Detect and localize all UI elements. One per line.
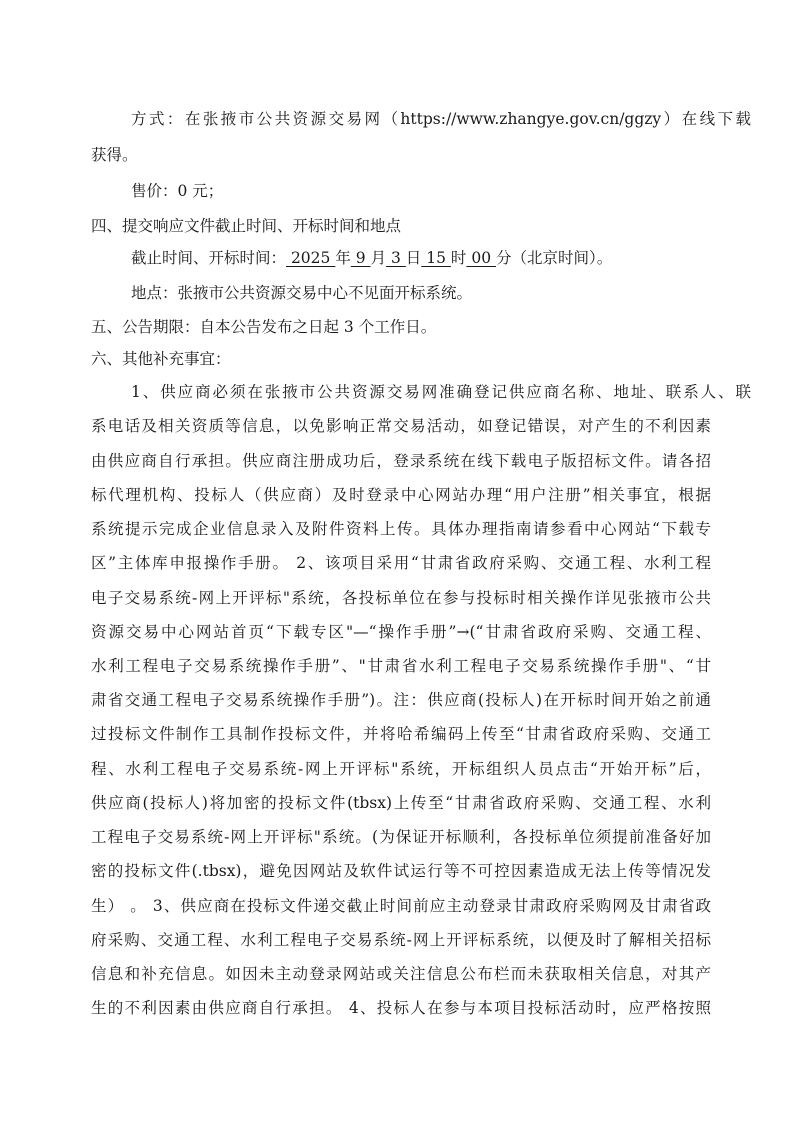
body-line: 工程电子交易系统-网上开评标"系统。(为保证开标顺利，各投标单位须提前准备好加: [91, 828, 711, 846]
deadline-line: [131, 248, 751, 268]
section6-heading: 六、其他补充事宜：: [91, 350, 231, 368]
body-line: 生的不利因素由供应商自行承担。 4、投标人在参与本项目投标活动时，应严格按照: [91, 999, 711, 1017]
method-line-1: 方式：在张掖市公共资源交易网（https://www.zhangye.gov.cn/ggzy）在线下载: [131, 110, 751, 128]
body-line: 资源交易中心网站首页“下载专区"—“操作手册”→(“甘肃省政府采购、交通工程、: [91, 623, 711, 641]
body-line: 供应商(投标人)将加密的投标文件(tbsx)上传至“甘肃省政府采购、交通工程、水利: [91, 794, 711, 812]
deadline-month-unit: 月: [370, 249, 387, 267]
body-line: 系电话及相关资质等信息，以免影响正常交易活动，如登记错误，对产生的不利因素: [91, 417, 711, 435]
deadline-hour-unit: 时: [450, 249, 467, 267]
body-line: 标代理机构、投标人（供应商）及时登录中心网站办理“用户注册”相关事宜，根据: [91, 486, 711, 504]
body-line: 区”主体库申报操作手册。 2、该项目采用“甘肃省政府采购、交通工程、水利工程: [91, 554, 711, 572]
deadline-prefix: 截止时间、开标时间：: [131, 249, 287, 267]
body-line: 信息和补充信息。如因未主动登录网站或关注信息公布栏而未获取相关信息，对其产: [91, 965, 711, 983]
method-line-2: 获得。: [91, 146, 138, 164]
body-line: 程、水利工程电子交易系统-网上开评标"系统，开标组织人员点击“开始开标”后，: [91, 760, 711, 778]
deadline-hour: 15: [421, 249, 451, 267]
body-line: 密的投标文件(.tbsx)，避免因网站及软件试运行等不可控因素造成无法上传等情况发: [91, 862, 711, 880]
section5-text: 五、公告期限：自本公告发布之日起 3 个工作日。: [91, 318, 437, 336]
deadline-day: 3: [386, 249, 406, 267]
body-line: 肃省交通工程电子交易系统操作手册”)。注：供应商(投标人)在开标时间开始之前通: [91, 691, 711, 709]
deadline-day-unit: 日: [405, 249, 422, 267]
body-line: 过投标文件制作工具制作投标文件，并将哈希编码上传至“甘肃省政府采购、交通工: [91, 725, 711, 743]
body-line: 由供应商自行承担。供应商注册成功后，登录系统在线下载电子版招标文件。请各招: [91, 452, 711, 470]
body-line: 系统提示完成企业信息录入及附件资料上传。具体办理指南请参看中心网站“下载专: [91, 520, 711, 538]
deadline-minute-unit: 分（北京时间）。: [495, 249, 613, 267]
deadline-year-unit: 年: [335, 249, 351, 267]
section4-heading: 四、提交响应文件截止时间、开标时间和地点: [91, 217, 402, 235]
body-line: 1、供应商必须在张掖市公共资源交易网准确登记供应商名称、地址、联系人、联: [131, 383, 751, 401]
body-line: 电子交易系统-网上开评标"系统，各投标单位在参与投标时相关操作详见张掖市公共: [91, 589, 711, 607]
deadline-minute: 00: [466, 249, 496, 267]
price-line: 售价：0 元；: [131, 182, 224, 200]
location-line: 地点：张掖市公共资源交易中心不见面开标系统。: [131, 284, 473, 302]
body-line: 府采购、交通工程、水利工程电子交易系统-网上开评标系统，以便及时了解相关招标: [91, 931, 711, 949]
deadline-year: 2025: [286, 249, 336, 267]
body-line: 水利工程电子交易系统操作手册”、"甘肃省水利工程电子交易系统操作手册"、“甘: [91, 657, 711, 675]
deadline-month: 9: [350, 249, 371, 267]
body-line: 生） 。 3、供应商在投标文件递交截止时间前应主动登录甘肃政府采购网及甘肃省政: [91, 897, 711, 915]
